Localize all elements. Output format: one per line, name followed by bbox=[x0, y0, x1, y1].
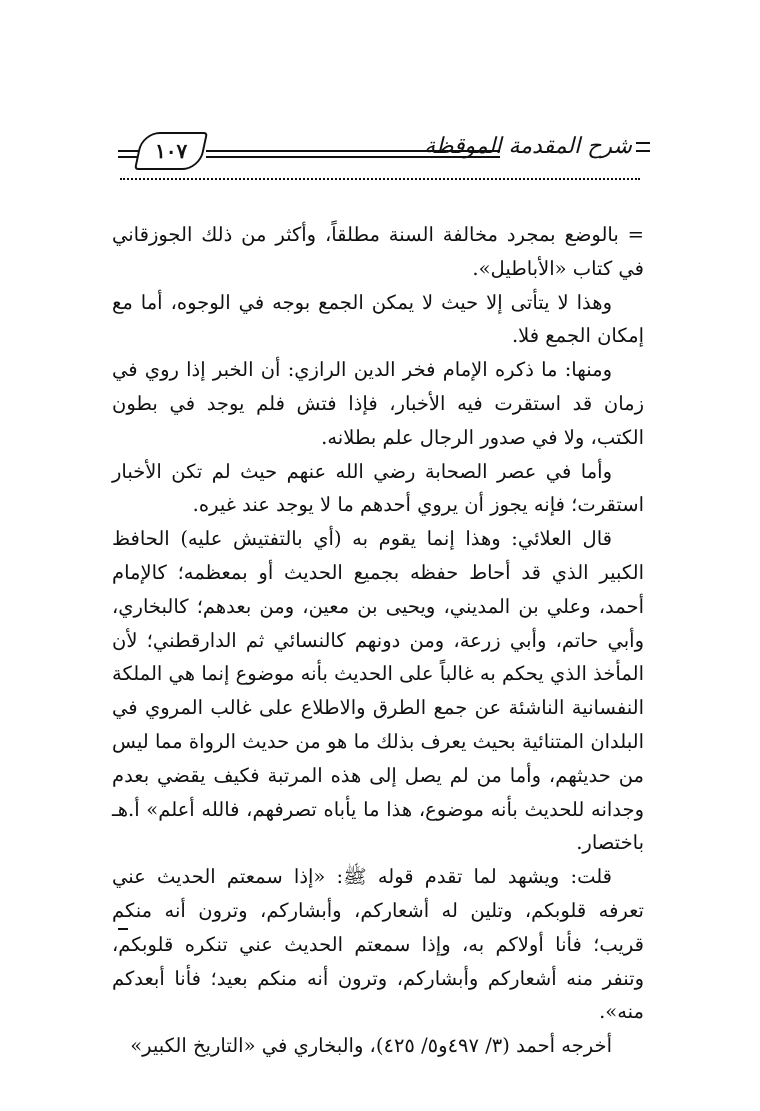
page-number-badge bbox=[134, 132, 208, 170]
citation-paragraph: أخرجه أحمد (٣/ ٤٩٧و٥/ ٤٢٥)، والبخاري في «التاريخ الكبير» bbox=[130, 1034, 612, 1058]
paragraph: قلت: ويشهد لما تقدم قوله ﷺ: «إذا سمعتم الحديث عني تعرفه قلوبكم، وتلين له أشعاركم، وأبشاركم، وترون أنه منكم قريب؛ فأنا أولاكم به، وإذا سمعتم الحديث عني تنكره قلوبكم، وتنفر منه أشعاركم وأبشاركم، وترون أنه منكم بعيد؛ فأنا أبعدكم منه». bbox=[112, 865, 644, 1024]
paragraph: قال العلائي: وهذا إنما يقوم به (أي بالتفتيش عليه) الحافظ الكبير الذي قد أحاط حفظه بجميع الحديث أو بمعظمه؛ كالإمام أحمد، وعلي بن المديني، ويحيى بن معين، ومن بعدهم؛ كالبخاري، وأبي حاتم، وأبي زرعة، ومن دونهم كالنسائي ثم الدارقطني؛ لأن المأخذ الذي يحكم به غالباً على الحديث بأنه موضوع إنما هي الملكة النفسانية الناشئة عن جمع الطرق والاطلاع على غالب المروي في البلدان المتنائية بحيث يعرف بذلك ما هو من حديث الرواة مما ليس من حديثهم، وأما من لم يصل إلى هذه المرتبة فكيف يقضي بعدم وجدانه للحديث بأنه موضوع، هذا ما يأباه تصرفهم، فالله أعلم» أ.هـ باختصار. bbox=[112, 527, 644, 855]
paragraph: وهذا لا يتأتى إلا حيث لا يمكن الجمع بوجه في الوجوه، أما مع إمكان الجمع فلا. bbox=[112, 290, 644, 348]
paragraph-continuation: = بالوضع بمجرد مخالفة السنة مطلقاً، وأكثر من ذلك الجوزقاني في كتاب «الأباطيل». bbox=[112, 223, 644, 280]
paragraph: ومنها: ما ذكره الإمام فخر الدين الرازي: أن الخبر إذا روي في زمان قد استقرت فيه الأخبار، فإذا فتش فلم يوجد في بطون الكتب، ولا في صدور الرجال علم بطلانه. bbox=[112, 358, 644, 449]
dotted-separator bbox=[120, 178, 640, 180]
paragraph: وأما في عصر الصحابة رضي الله عنهم حيث لم تكن الأخبار استقرت؛ فإنه يجوز أن يروي أحدهم ما لا يوجد عند غيره. bbox=[112, 459, 644, 517]
continuation-mark bbox=[118, 928, 128, 930]
page-number: ١٠٧ bbox=[154, 139, 188, 163]
running-title: شرح المقدمة الموقظة bbox=[424, 134, 650, 159]
page-header bbox=[118, 128, 650, 180]
page-body bbox=[112, 218, 644, 1063]
